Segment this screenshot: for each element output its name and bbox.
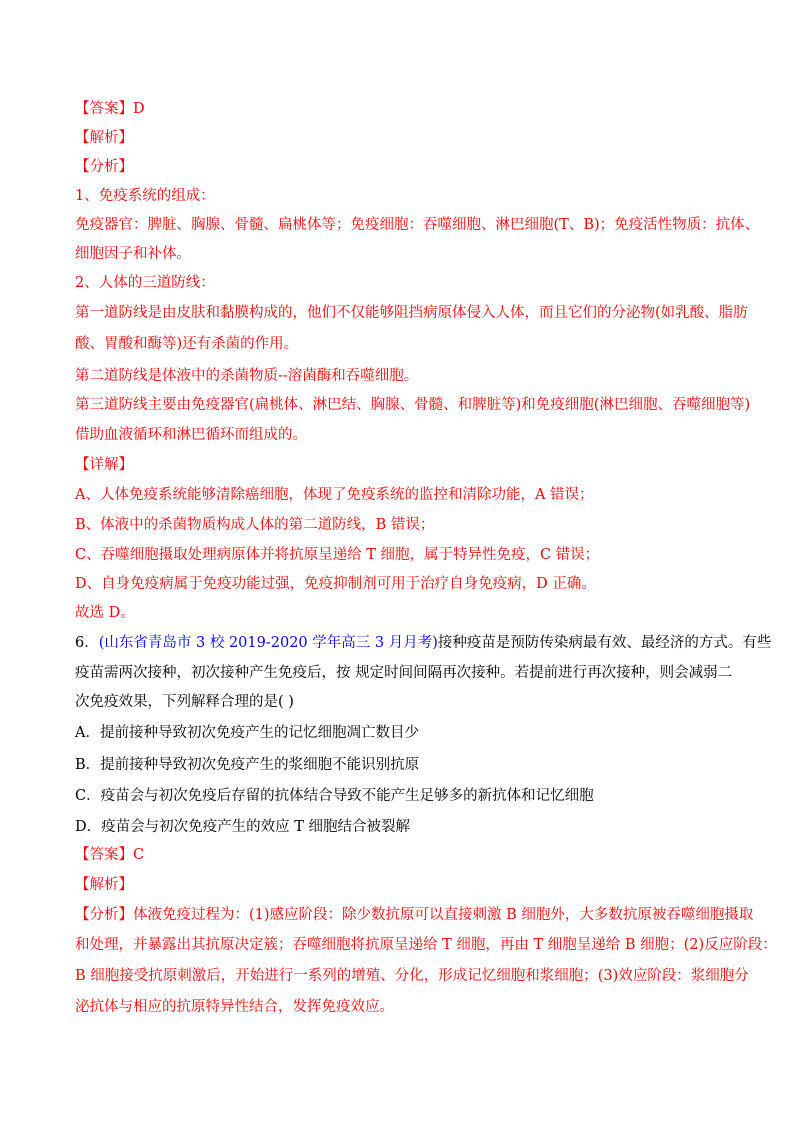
analysis-label: 【解析】 xyxy=(75,130,133,146)
detail-item-b: B、体液中的杀菌物质构成人体的第二道防线，B 错误； xyxy=(75,517,435,533)
option-a: A．提前接种导致初次免疫产生的记忆细胞凋亡数目少 xyxy=(75,725,419,741)
detail-item-d: D、自身免疫病属于免疫功能过强，免疫抑制剂可用于治疗自身免疫病，D 正确。 xyxy=(75,576,596,592)
paragraph: 第三道防线主要由免疫器官(扁桃体、淋巴结、胸腺、骨髓、和脾脏等)和免疫细胞(淋巴细胞、吞噬细胞等) xyxy=(75,397,751,413)
fenxi-label: 【分析】 xyxy=(75,159,133,175)
answer-label: 【答案】D xyxy=(75,101,145,117)
question-text: 接种疫苗是预防传染病最有效、最经济的方式。有些 xyxy=(437,635,772,651)
paragraph: 细胞因子和补体。 xyxy=(75,246,191,262)
question-source: (山东省青岛市 3 校 2019-2020 学年高三 3 月月考) xyxy=(98,635,438,651)
fenxi-paragraph-line: 【分析】体液免疫过程为：(1)感应阶段：除少数抗原可以直接刺激 B 细胞外，大多数抗原被吞噬细胞摄取 xyxy=(75,907,754,923)
question-6-line-3: 次免疫效果，下列解释合理的是( ) xyxy=(75,694,294,710)
paragraph: 第一道防线是由皮肤和黏膜构成的，他们不仅能够阻挡病原体侵入人体，而且它们的分泌物(如乳酸、脂肪 xyxy=(75,305,748,321)
question-6-line-2: 疫苗需两次接种，初次接种产生免疫后，按 规定时间间隔再次接种。若提前进行再次接种，则会减弱二 xyxy=(75,665,733,681)
paragraph: 2、人体的三道防线： xyxy=(75,275,215,291)
question-number: 6． xyxy=(75,635,99,651)
question-6-line-1 xyxy=(75,633,771,653)
option-d: D．疫苗会与初次免疫产生的效应 T 细胞结合被裂解 xyxy=(75,819,411,835)
fenxi-paragraph-line: B 细胞接受抗原刺激后，开始进行一系列的增殖、分化，形成记忆细胞和浆细胞；(3)效应阶段：浆细胞分 xyxy=(75,968,749,984)
paragraph: 1、免疫系统的组成： xyxy=(75,188,215,204)
answer-label: 【答案】C xyxy=(75,847,145,863)
paragraph: 第二道防线是体液中的杀菌物质--溶菌酶和吞噬细胞。 xyxy=(75,368,419,384)
option-c: C．疫苗会与初次免疫后存留的抗体结合导致不能产生足够多的新抗体和记忆细胞 xyxy=(75,788,594,804)
conclusion: 故选 D。 xyxy=(75,605,135,621)
fenxi-paragraph-line: 和处理，并暴露出其抗原决定簇；吞噬细胞将抗原呈递给 T 细胞，再由 T 细胞呈递给 B 细胞；(2)反应阶段： xyxy=(75,937,777,953)
detail-item-c: C、吞噬细胞摄取处理病原体并将抗原呈递给 T 细胞，属于特异性免疫，C 错误； xyxy=(75,547,600,563)
paragraph: 免疫器官：脾脏、胸腺、骨髓、扁桃体等；免疫细胞：吞噬细胞、淋巴细胞(T、B)；免疫活性物质：抗体、 xyxy=(75,217,760,233)
analysis-label: 【解析】 xyxy=(75,877,133,893)
fenxi-paragraph-line: 泌抗体与相应的抗原特异性结合，发挥免疫效应。 xyxy=(75,999,394,1015)
paragraph: 借助血液循环和淋巴循环而组成的。 xyxy=(75,427,307,443)
paragraph: 酸、胃酸和酶等)还有杀菌的作用。 xyxy=(75,336,299,352)
detail-label: 【详解】 xyxy=(75,457,133,473)
detail-item-a: A、人体免疫系统能够清除癌细胞，体现了免疫系统的监控和清除功能，A 错误； xyxy=(75,487,594,503)
option-b: B．提前接种导致初次免疫产生的浆细胞不能识别抗原 xyxy=(75,757,420,773)
